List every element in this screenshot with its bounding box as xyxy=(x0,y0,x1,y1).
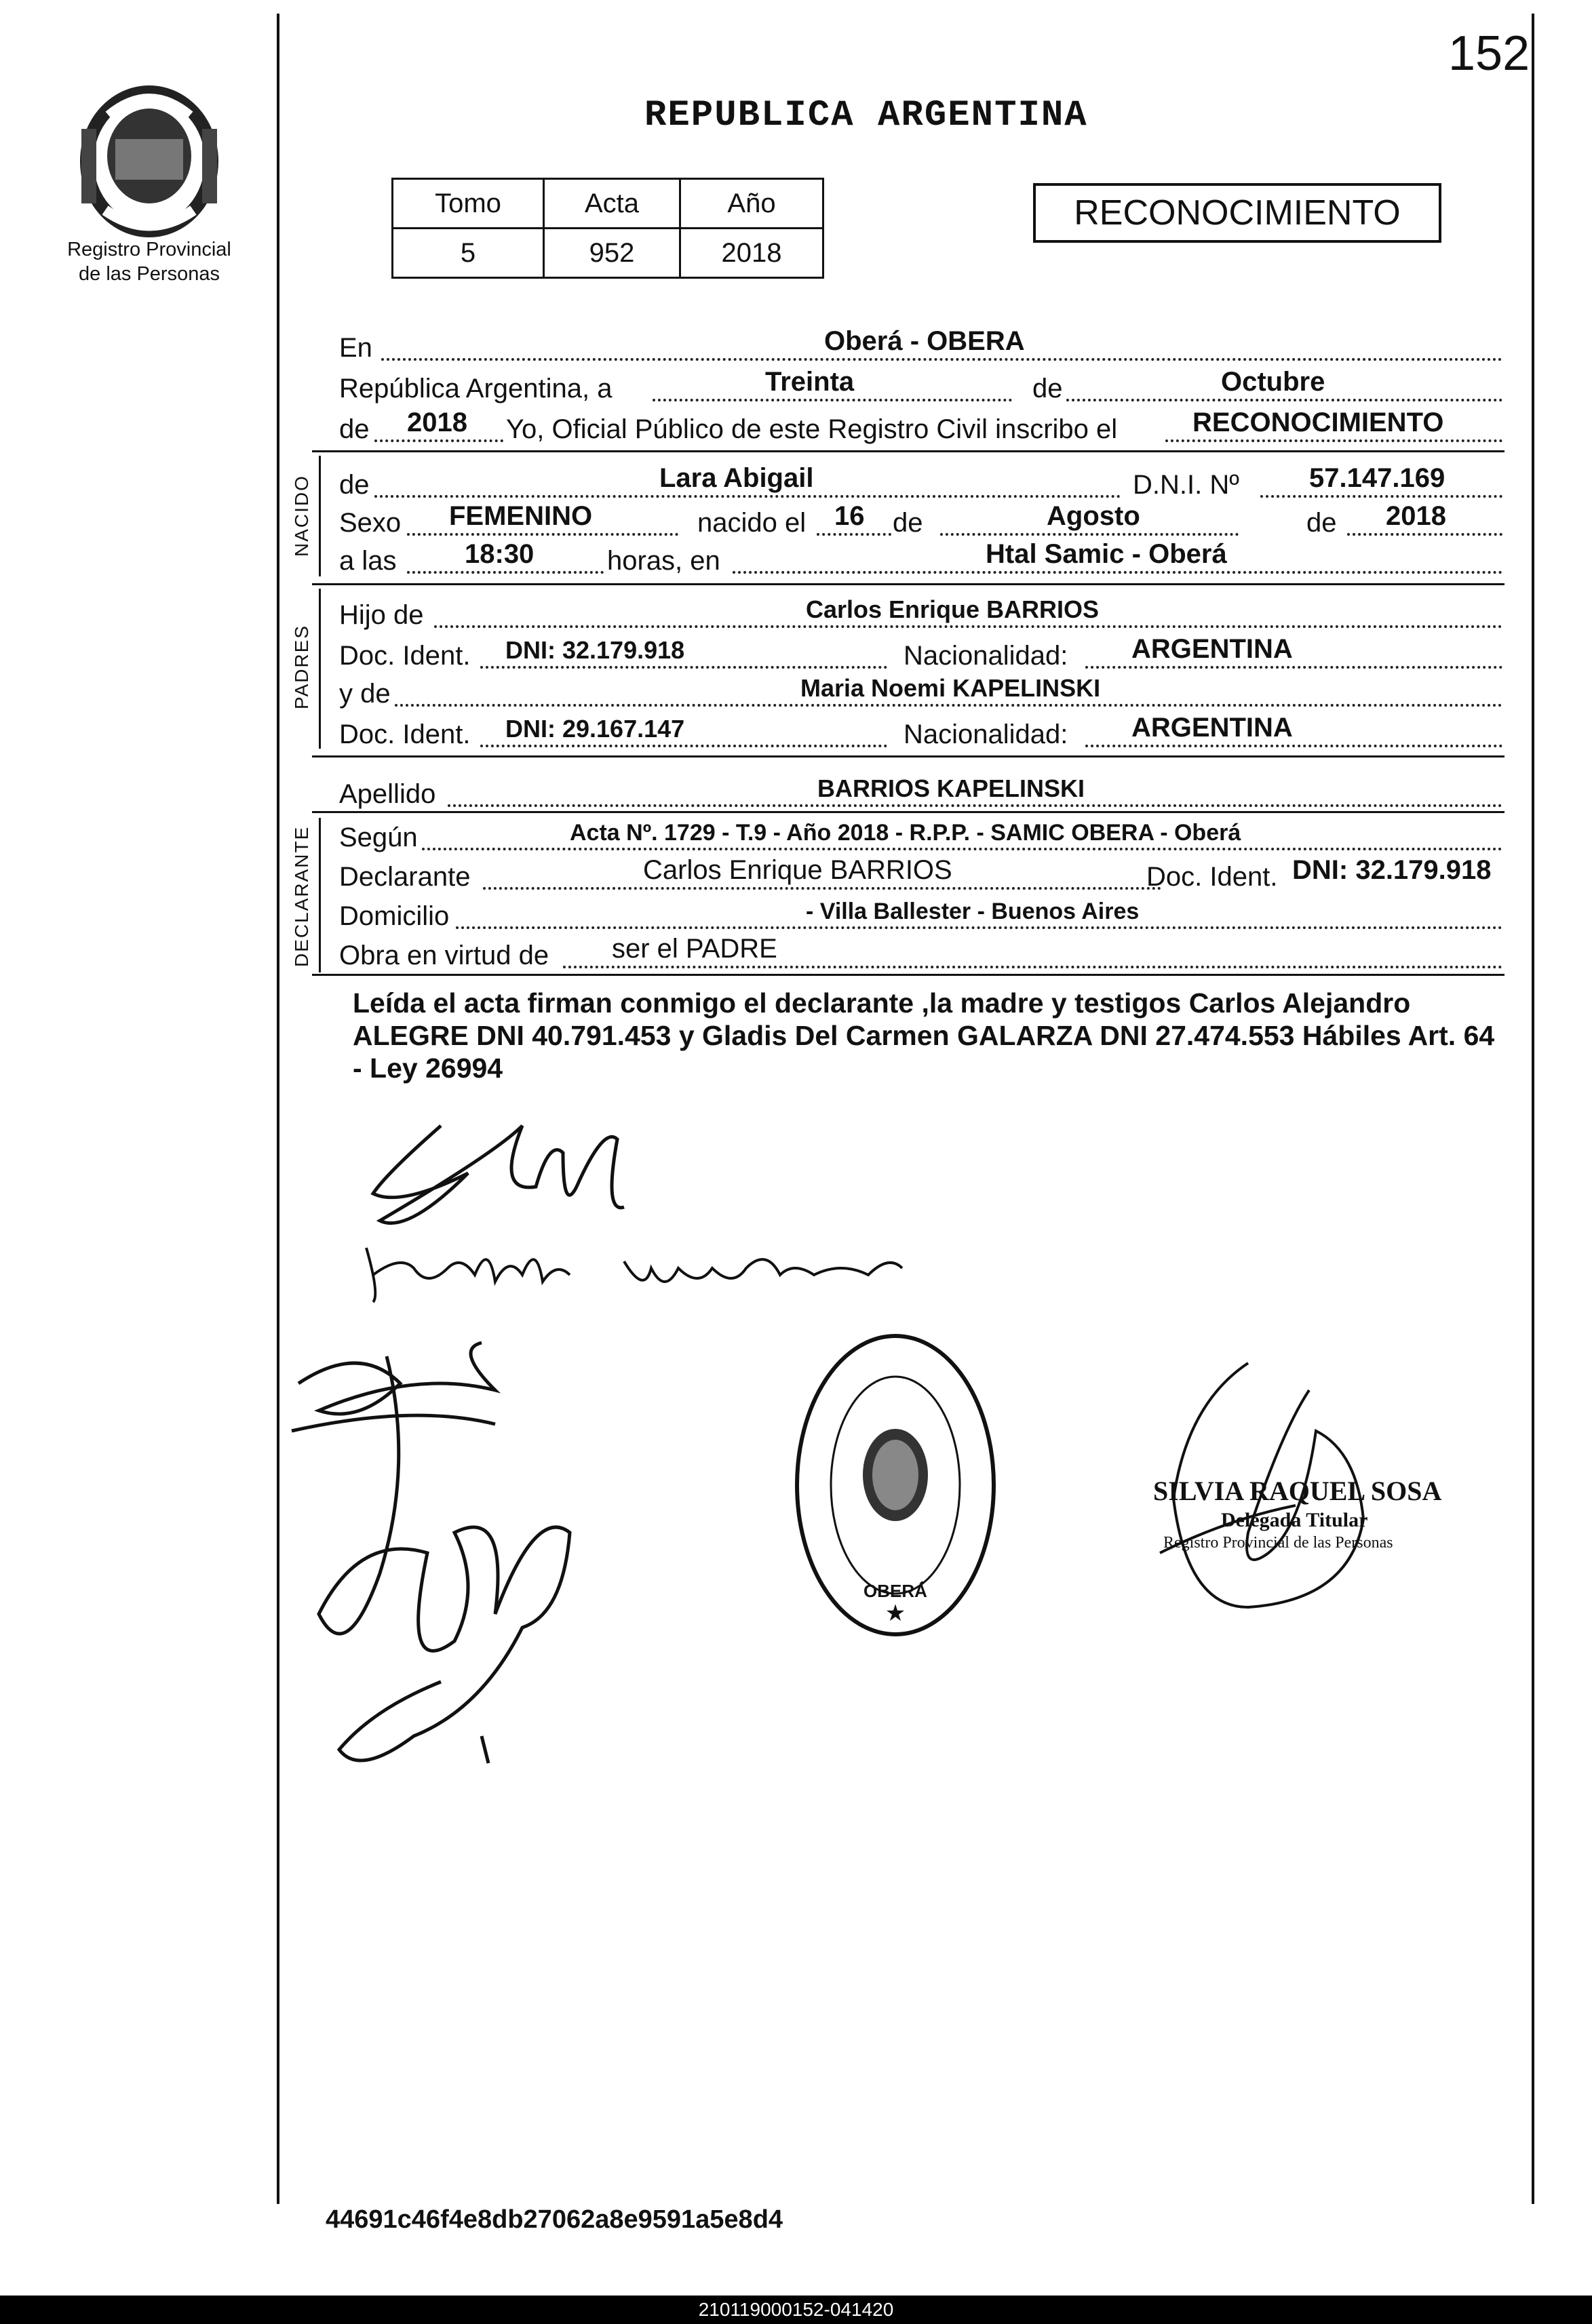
row-date: República Argentina, a Treinta de Octubre xyxy=(339,372,1502,406)
child-name-value: Lara Abigail xyxy=(659,463,814,493)
domicilio-value: - Villa Ballester - Buenos Aires xyxy=(806,899,1140,924)
table-header-tomo: Tomo xyxy=(393,179,544,229)
row-nacido-time: a las 18:30 horas, en Htal Samic - Oberá xyxy=(339,544,1502,578)
row-mother-doc: Doc. Ident. DNI: 29.167.147 Nacionalidad: ARGENTINA xyxy=(339,717,1502,751)
official-name: SILVIA RAQUEL SOSA xyxy=(1153,1476,1442,1506)
mother-name-value: Maria Noemi KAPELINSKI xyxy=(800,674,1101,702)
province-seal-icon xyxy=(68,75,231,244)
sex-value: FEMENINO xyxy=(449,501,593,531)
closing-note: Leída el acta firman conmigo el declarante ,la madre y testigos Carlos Alejandro ALEGRE DNI 40.791.453 y Gladis Del Carmen GALARZA DNI 27.474.553 Hábiles Art. 64 - Ley 26994 xyxy=(353,987,1495,1084)
footer-code: 210119000152-041420 xyxy=(0,2296,1592,2324)
document-hash: 44691c46f4e8db27062a8e9591a5e8d4 xyxy=(326,2205,783,2234)
row-nacido-sex: Sexo FEMENINO nacido el 16 de Agosto de 2018 xyxy=(339,506,1502,540)
row-domicilio: Domicilio - Villa Ballester - Buenos Aires xyxy=(339,899,1502,933)
right-frame-line xyxy=(1532,14,1534,2204)
svg-text:★: ★ xyxy=(885,1600,906,1626)
act-value: RECONOCIMIENTO xyxy=(1192,408,1444,437)
mother-doc-value: DNI: 29.167.147 xyxy=(505,715,685,743)
birth-day-value: 16 xyxy=(834,501,865,531)
declarante-doc-value: DNI: 32.179.918 xyxy=(1292,855,1492,885)
obra-value: ser el PADRE xyxy=(612,934,777,964)
row-inscribe: de 2018 Yo, Oficial Público de este Registro Civil inscribo el RECONOCIMIENTO xyxy=(339,412,1502,446)
place-value: Oberá - OBERA xyxy=(824,326,1025,356)
row-segun: Según Acta Nº. 1729 - T.9 - Año 2018 - R.P.P. - SAMIC OBERA - Oberá xyxy=(339,821,1502,854)
table-value-ano: 2018 xyxy=(680,229,823,278)
child-dni-value: 57.147.169 xyxy=(1309,463,1445,493)
row-declarante: Declarante Carlos Enrique BARRIOS Doc. Ident. DNI: 32.179.918 xyxy=(339,855,1492,892)
row-place: En Oberá - OBERA xyxy=(339,331,1502,365)
declarante-value: Carlos Enrique BARRIOS xyxy=(643,855,952,885)
row-mother-name: y de Maria Noemi KAPELINSKI xyxy=(339,677,1502,711)
birth-time-value: 18:30 xyxy=(465,539,535,569)
father-nationality-value: ARGENTINA xyxy=(1131,634,1293,664)
mother-signature-icon xyxy=(353,1227,909,1309)
row-nacido-name: de Lara Abigail D.N.I. Nº 57.147.169 xyxy=(339,468,1502,502)
row-father-name: Hijo de Carlos Enrique BARRIOS xyxy=(339,598,1502,632)
father-doc-value: DNI: 32.179.918 xyxy=(505,636,685,664)
stamp-city: OBERÁ xyxy=(863,1581,927,1601)
section-label-declarante: DECLARANTE xyxy=(291,825,312,967)
day-value: Treinta xyxy=(765,367,855,397)
birth-place-value: Htal Samic - Oberá xyxy=(986,539,1227,569)
row-apellido: Apellido BARRIOS KAPELINSKI xyxy=(339,777,1502,811)
table-header-ano: Año xyxy=(680,179,823,229)
page-number: 152 xyxy=(1448,26,1530,81)
table-value-tomo: 5 xyxy=(393,229,544,278)
country-title: REPUBLICA ARGENTINA xyxy=(644,95,1088,136)
month-value: Octubre xyxy=(1221,367,1325,397)
registry-stamp-icon xyxy=(790,1329,1001,1641)
birth-year-value: 2018 xyxy=(1386,501,1446,531)
official-registry: Registro Provincial de las Personas xyxy=(1163,1534,1393,1552)
table-header-acta: Acta xyxy=(544,179,680,229)
registry-name: Registro Provincial de las Personas xyxy=(67,239,231,285)
birth-month-value: Agosto xyxy=(1047,501,1140,531)
section-label-padres: PADRES xyxy=(291,624,312,709)
row-obra: Obra en virtud de ser el PADRE xyxy=(339,939,1502,972)
mother-nationality-value: ARGENTINA xyxy=(1131,713,1293,743)
witness-signature-icon xyxy=(278,1329,658,1845)
table-value-acta: 952 xyxy=(544,229,680,278)
official-title: Delegada Titular xyxy=(1221,1509,1368,1531)
record-type-box: RECONOCIMIENTO xyxy=(1033,183,1441,243)
father-name-value: Carlos Enrique BARRIOS xyxy=(806,595,1100,623)
record-table xyxy=(391,178,824,279)
section-label-nacido: NACIDO xyxy=(291,475,312,557)
row-father-doc: Doc. Ident. DNI: 32.179.918 Nacionalidad: ARGENTINA xyxy=(339,639,1502,673)
left-frame-line xyxy=(277,14,279,2204)
year-value: 2018 xyxy=(407,408,467,437)
segun-value: Acta Nº. 1729 - T.9 - Año 2018 - R.P.P. - SAMIC OBERA - Oberá xyxy=(570,820,1241,846)
apellido-value: BARRIOS KAPELINSKI xyxy=(817,774,1085,802)
